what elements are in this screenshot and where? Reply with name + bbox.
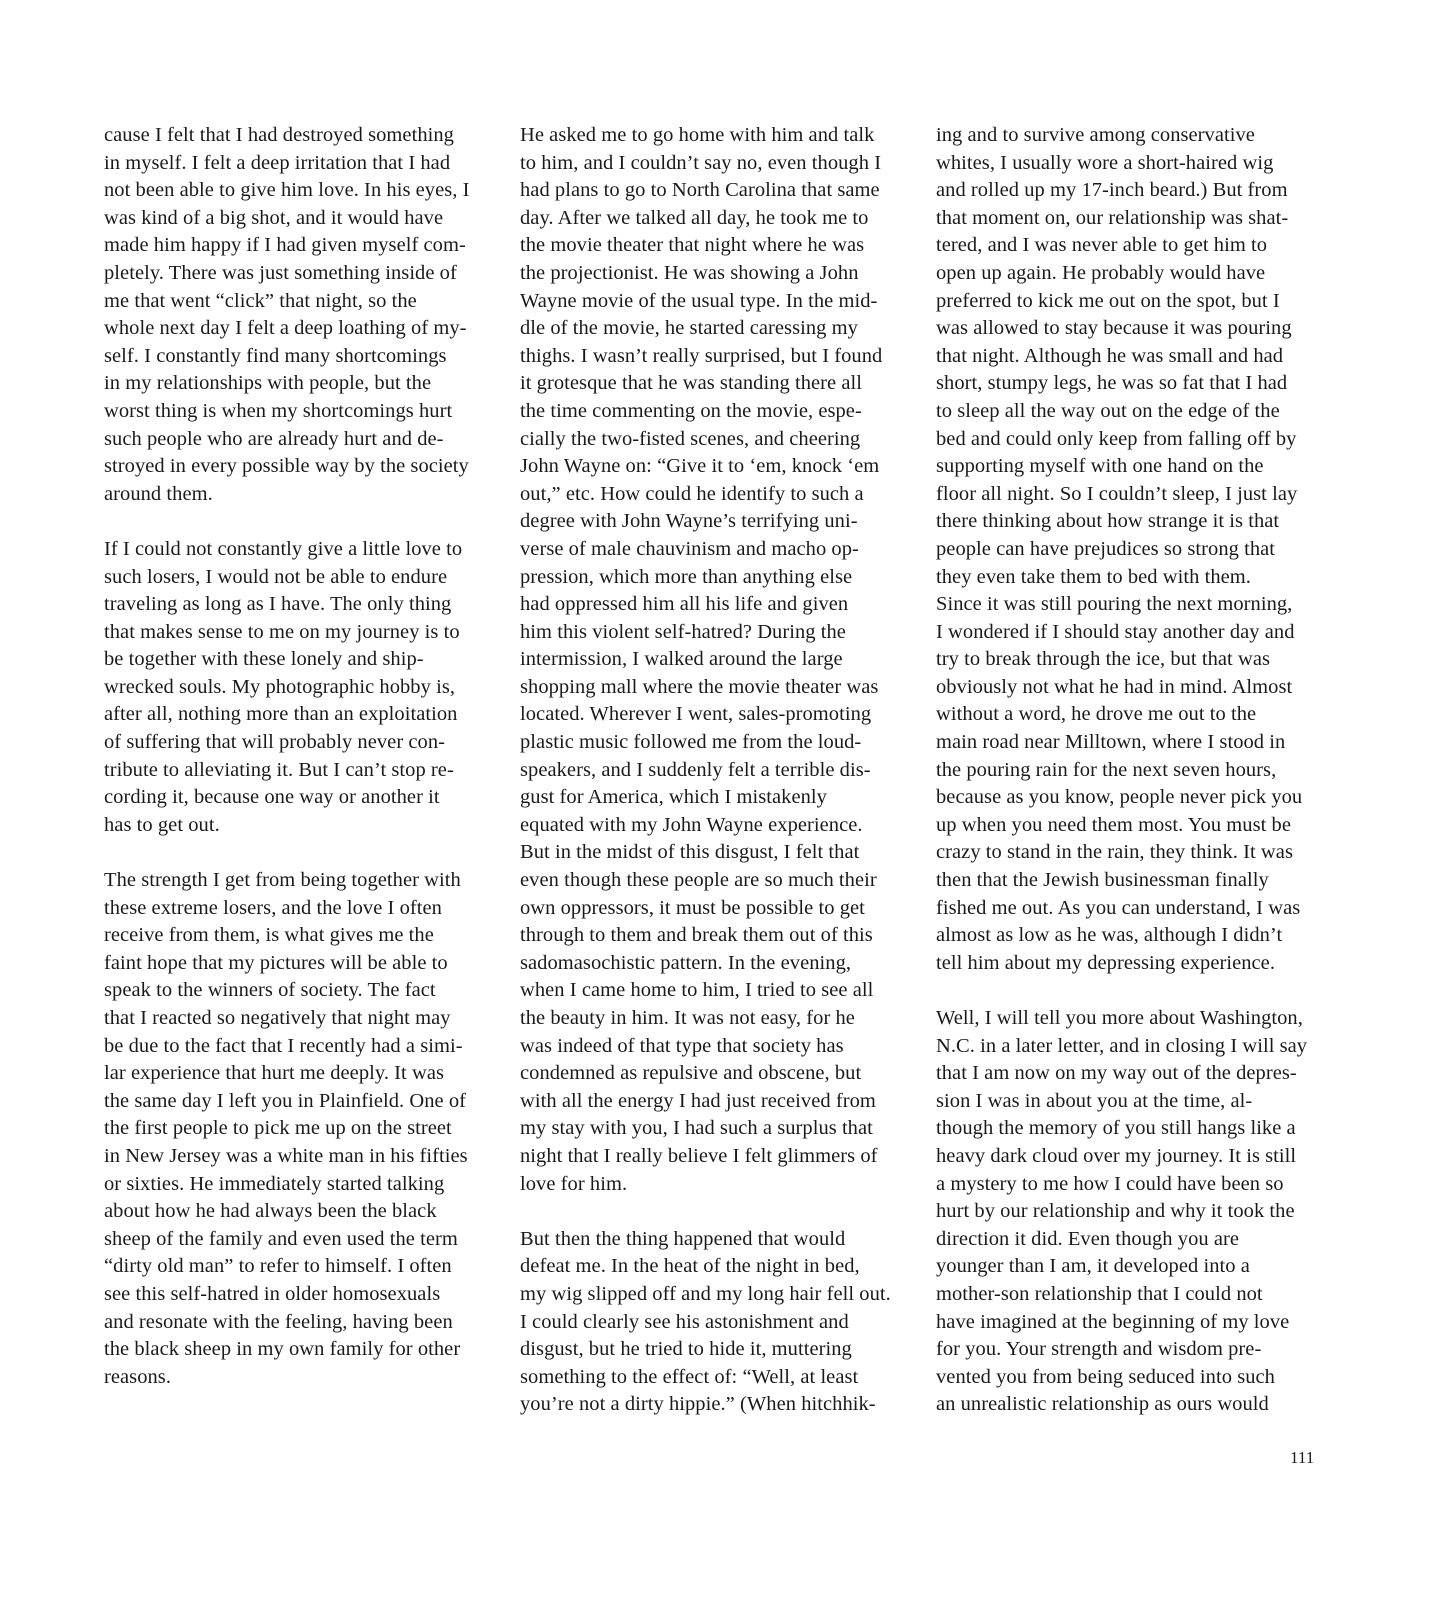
paragraph-gap <box>936 977 1336 1005</box>
text-line: supporting myself with one hand on the <box>936 455 1264 478</box>
page-number: 111 <box>1290 1448 1315 1467</box>
text-line: speakers, and I suddenly felt a terrible dis- <box>520 758 871 781</box>
text-line: gust for America, which I mistakenly <box>520 786 827 809</box>
text-line: my stay with you, I had such a surplus that <box>520 1117 873 1140</box>
paragraph <box>520 122 920 1198</box>
text-line: whole next day I felt a deep loathing of my- <box>104 317 467 340</box>
text-line: Since it was still pouring the next morning, <box>936 593 1293 616</box>
text-line: crazy to stand in the rain, they think. It was <box>936 841 1293 864</box>
text-line: try to break through the ice, but that was <box>936 648 1270 671</box>
text-line: to him, and I couldn’t say no, even though I <box>520 151 882 174</box>
paragraph <box>936 1005 1336 1419</box>
text-line: the same day I left you in Plainfield. One of <box>104 1089 467 1112</box>
text-line: thighs. I wasn’t really surprised, but I found <box>520 344 883 367</box>
text-line: the time commenting on the movie, espe- <box>520 399 862 422</box>
text-line: was allowed to stay because it was pouring <box>936 317 1292 340</box>
text-line: open up again. He probably would have <box>936 261 1266 284</box>
text-line: be due to the fact that I recently had a simi- <box>104 1034 463 1057</box>
text-line: about how he had always been the black <box>104 1200 437 1223</box>
text-line: these extreme losers, and the love I often <box>104 896 442 919</box>
text-line: of suffering that will probably never con- <box>104 731 446 754</box>
text-line: degree with John Wayne’s terrifying uni- <box>520 510 858 533</box>
text-line: receive from them, is what gives me the <box>104 924 434 947</box>
text-line: plastic music followed me from the loud- <box>520 731 862 754</box>
text-line: He asked me to go home with him and talk <box>520 124 875 146</box>
text-line: But in the midst of this disgust, I felt that <box>520 841 860 864</box>
text-line: in myself. I felt a deep irritation that I had <box>104 151 451 174</box>
text-line: heavy dark cloud over my journey. It is still <box>936 1144 1297 1167</box>
text-line: I could clearly see his astonishment and <box>520 1310 849 1333</box>
text-line: without a word, he drove me out to the <box>936 703 1257 726</box>
text-line: floor all night. So I couldn’t sleep, I just lay <box>936 482 1298 505</box>
text-line: night that I really believe I felt glimmers of <box>520 1144 878 1167</box>
text-line: The strength I get from being together with <box>104 869 461 892</box>
text-line: had plans to go to North Carolina that same <box>520 179 880 202</box>
text-line: that I am now on my way out of the depres- <box>936 1062 1297 1085</box>
text-line: preferred to kick me out on the spot, but I <box>936 289 1280 312</box>
text-line: through to them and break them out of this <box>520 924 873 947</box>
text-line: see this self-hatred in older homosexuals <box>104 1282 441 1305</box>
text-line: direction it did. Even though you are <box>936 1227 1240 1250</box>
text-line: was indeed of that type that society has <box>520 1034 844 1057</box>
text-line: tered, and I was never able to get him to <box>936 234 1268 257</box>
text-line: intermission, I walked around the large <box>520 648 843 671</box>
text-line: cause I felt that I had destroyed something <box>104 124 454 146</box>
text-line: traveling as long as I have. The only thing <box>104 593 452 616</box>
text-line: that I reacted so negatively that night may <box>104 1007 451 1029</box>
text-column-1 <box>104 122 504 1391</box>
text-line: the first people to pick me up on the street <box>104 1117 452 1140</box>
text-line: love for him. <box>520 1172 628 1195</box>
text-line: John Wayne on: “Give it to ‘em, knock ‘em <box>520 455 880 478</box>
text-line: in my relationships with people, but the <box>104 372 432 395</box>
text-line: that night. Although he was small and had <box>936 344 1284 367</box>
text-line: that moment on, our relationship was shat- <box>936 206 1289 229</box>
paragraph-gap <box>520 1198 920 1226</box>
text-line: dle of the movie, he started caressing my <box>520 317 858 340</box>
text-line: located. Wherever I went, sales-promoting <box>520 703 872 726</box>
text-line: faint hope that my pictures will be able to <box>104 951 448 974</box>
text-line: be together with these lonely and ship- <box>104 648 424 671</box>
text-line: the pouring rain for the next seven hours, <box>936 758 1277 781</box>
text-line: up when you need them most. You must be <box>936 813 1291 836</box>
text-line: whites, I usually wore a short-haired wig <box>936 151 1274 174</box>
text-line: people can have prejudices so strong that <box>936 537 1276 560</box>
text-line: shopping mall where the movie theater was <box>520 675 879 698</box>
text-line: self. I constantly find many shortcomings <box>104 344 447 367</box>
paragraph-gap <box>104 508 504 536</box>
text-line: If I could not constantly give a little love to <box>104 537 463 560</box>
text-line: own oppressors, it must be possible to get <box>520 896 865 919</box>
text-line: had oppressed him all his life and given <box>520 593 849 616</box>
text-line: though the memory of you still hangs like a <box>936 1117 1296 1140</box>
paragraph-gap <box>104 839 504 867</box>
text-line: N.C. in a later letter, and in closing I will say <box>936 1034 1308 1057</box>
text-line: fished me out. As you can understand, I was <box>936 896 1301 919</box>
text-line: speak to the winners of society. The fact <box>104 979 436 1002</box>
text-line: verse of male chauvinism and macho op- <box>520 537 859 560</box>
text-column-2 <box>520 122 920 1419</box>
text-line: lar experience that hurt me deeply. It was <box>104 1062 445 1085</box>
text-line: Wayne movie of the usual type. In the mid- <box>520 289 878 312</box>
text-line: such people who are already hurt and de- <box>104 427 444 450</box>
text-line: tribute to alleviating it. But I can’t stop re- <box>104 758 454 781</box>
text-line: has to get out. <box>104 813 220 836</box>
text-line: reasons. <box>104 1365 172 1388</box>
text-line: main road near Milltown, where I stood in <box>936 731 1286 754</box>
text-line: something to the effect of: “Well, at least <box>520 1365 859 1388</box>
text-line: they even take them to bed with them. <box>936 565 1251 588</box>
text-line: cially the two-fisted scenes, and cheering <box>520 427 861 450</box>
text-line: with all the energy I had just received from <box>520 1089 876 1112</box>
text-line: vented you from being seduced into such <box>936 1365 1275 1388</box>
text-line: and resonate with the feeling, having been <box>104 1310 453 1333</box>
text-line: obviously not what he had in mind. Almost <box>936 675 1293 698</box>
text-line: an unrealistic relationship as ours would <box>936 1393 1269 1416</box>
text-line: cording it, because one way or another it <box>104 786 440 809</box>
text-line: equated with my John Wayne experience. <box>520 813 863 836</box>
paragraph <box>104 536 504 840</box>
text-line: because as you know, people never pick you <box>936 786 1303 809</box>
text-line: ing and to survive among conservative <box>936 124 1255 146</box>
text-line: when I came home to him, I tried to see all <box>520 979 874 1002</box>
text-line: Well, I will tell you more about Washington, <box>936 1007 1303 1029</box>
text-line: out,” etc. How could he identify to such a <box>520 482 864 505</box>
text-line: hurt by our relationship and why it took the <box>936 1200 1295 1223</box>
text-line: for you. Your strength and wisdom pre- <box>936 1338 1262 1361</box>
paragraph <box>104 867 504 1391</box>
text-line: it grotesque that he was standing there all <box>520 372 863 395</box>
text-column-3 <box>936 122 1336 1419</box>
text-line: my wig slipped off and my long hair fell out. <box>520 1282 891 1305</box>
text-line: in New Jersey was a white man in his fifties <box>104 1144 468 1167</box>
text-line: sheep of the family and even used the term <box>104 1227 458 1250</box>
text-line: pression, which more than anything else <box>520 565 853 588</box>
text-line: mother-son relationship that I could not <box>936 1282 1263 1305</box>
text-line: him this violent self-hatred? During the <box>520 620 846 643</box>
text-line: sion I was in about you at the time, al- <box>936 1089 1253 1112</box>
text-line: even though these people are so much their <box>520 869 877 892</box>
text-line: and rolled up my 17-inch beard.) But from <box>936 179 1288 202</box>
paragraph <box>936 122 1336 977</box>
text-line: the black sheep in my own family for other <box>104 1338 461 1361</box>
text-line: then that the Jewish businessman finally <box>936 869 1269 892</box>
text-line: day. After we talked all day, he took me to <box>520 206 869 229</box>
text-line: after all, nothing more than an exploitation <box>104 703 458 726</box>
text-line: the beauty in him. It was not easy, for he <box>520 1007 855 1029</box>
text-line: tell him about my depressing experience. <box>936 951 1276 974</box>
text-line: stroyed in every possible way by the society <box>104 455 469 478</box>
text-line: not been able to give him love. In his eyes, I <box>104 179 470 202</box>
text-line: defeat me. In the heat of the night in bed, <box>520 1255 860 1278</box>
text-line: short, stumpy legs, he was so fat that I had <box>936 372 1288 395</box>
text-line: I wondered if I should stay another day and <box>936 620 1295 643</box>
text-line: around them. <box>104 482 213 505</box>
text-line: But then the thing happened that would <box>520 1227 846 1250</box>
text-line: there thinking about how strange it is that <box>936 510 1280 533</box>
text-line: or sixties. He immediately started talking <box>104 1172 445 1195</box>
text-line: have imagined at the beginning of my love <box>936 1310 1290 1333</box>
text-line: a mystery to me how I could have been so <box>936 1172 1284 1195</box>
text-line: that makes sense to me on my journey is to <box>104 620 460 643</box>
text-line: the movie theater that night where he was <box>520 234 865 257</box>
text-line: worst thing is when my shortcomings hurt <box>104 399 453 422</box>
paragraph <box>520 1226 920 1419</box>
text-line: bed and could only keep from falling off by <box>936 427 1297 450</box>
text-line: disgust, but he tried to hide it, muttering <box>520 1338 852 1361</box>
text-line: wrecked souls. My photographic hobby is, <box>104 675 456 698</box>
text-line: such losers, I would not be able to endure <box>104 565 448 588</box>
text-line: sadomasochistic pattern. In the evening, <box>520 951 852 974</box>
paragraph <box>104 122 504 508</box>
text-line: the projectionist. He was showing a John <box>520 261 859 284</box>
text-line: you’re not a dirty hippie.” (When hitchhik- <box>520 1393 876 1416</box>
text-line: me that went “click” that night, so the <box>104 289 417 312</box>
text-line: almost as low as he was, although I didn’t <box>936 924 1283 947</box>
text-line: condemned as repulsive and obscene, but <box>520 1062 862 1085</box>
text-line: “dirty old man” to refer to himself. I often <box>104 1255 452 1278</box>
text-line: was kind of a big shot, and it would have <box>104 206 444 229</box>
text-line: made him happy if I had given myself com- <box>104 234 466 257</box>
text-line: younger than I am, it developed into a <box>936 1255 1250 1278</box>
text-line: to sleep all the way out on the edge of the <box>936 399 1280 422</box>
text-line: pletely. There was just something inside of <box>104 261 457 284</box>
